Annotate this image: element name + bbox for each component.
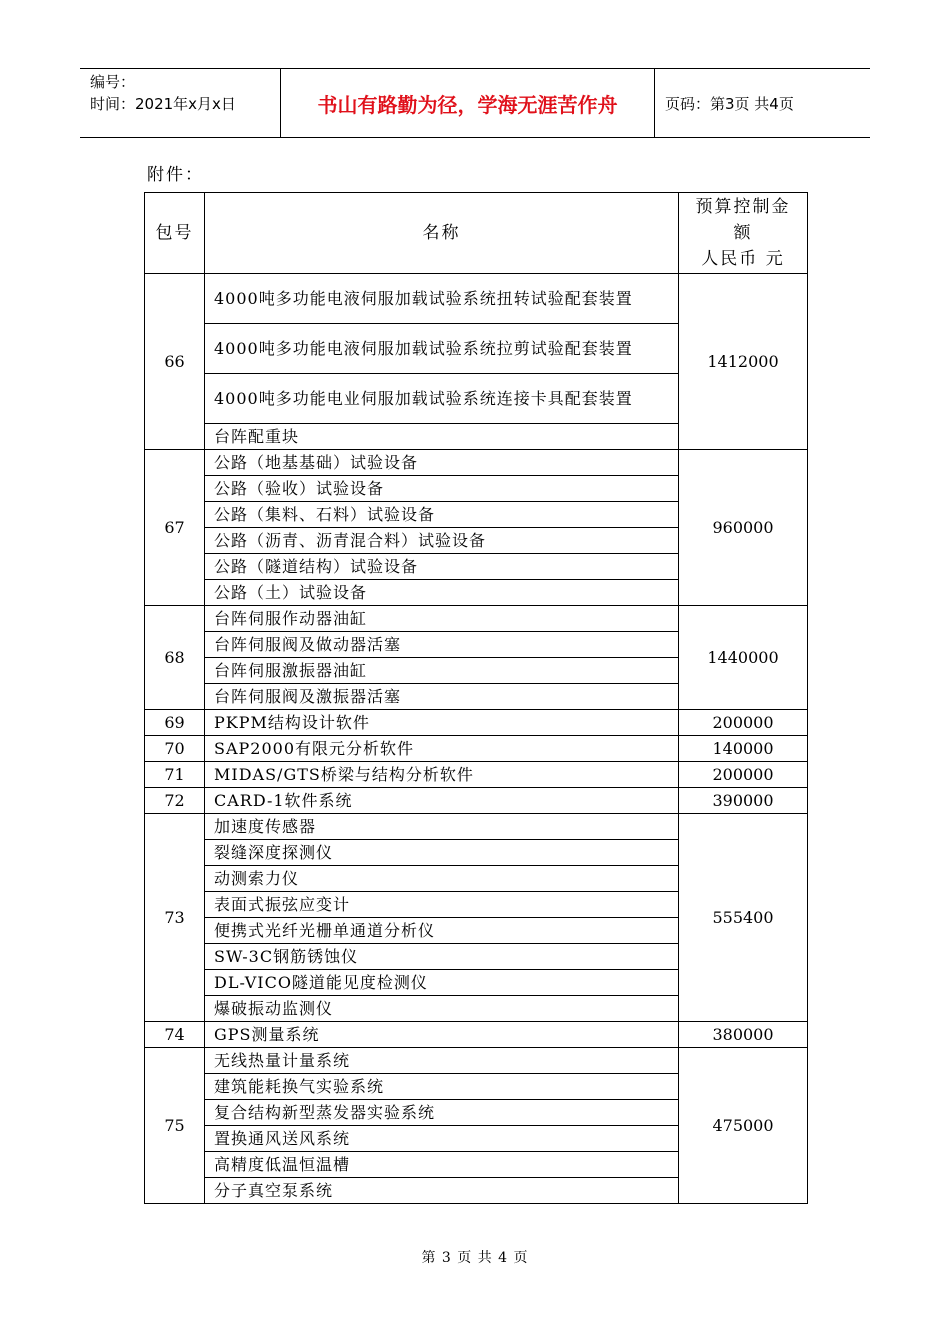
- item-name: 加速度传感器: [205, 814, 679, 840]
- attachment-label: 附件：: [147, 165, 204, 185]
- item-name: 台阵伺服阀及做动器活塞: [205, 632, 679, 658]
- item-name: 台阵配重块: [205, 424, 679, 450]
- package-number: 74: [145, 1022, 205, 1048]
- item-name: 公路（沥青、沥青混合料）试验设备: [205, 528, 679, 554]
- budget-amount: 140000: [679, 736, 808, 762]
- item-name: 分子真空泵系统: [205, 1178, 679, 1204]
- header-name: 名称: [205, 193, 679, 274]
- package-number: 73: [145, 814, 205, 1022]
- header-page-info: 页码：第3页 共4页: [665, 94, 794, 113]
- item-name: 公路（集料、石料）试验设备: [205, 502, 679, 528]
- item-name: 公路（土）试验设备: [205, 580, 679, 606]
- budget-amount: 1440000: [679, 606, 808, 710]
- table-row: [145, 274, 808, 324]
- package-number: 71: [145, 762, 205, 788]
- item-name: MIDAS/GTS桥梁与结构分析软件: [205, 762, 679, 788]
- item-name: 4000吨多功能电液伺服加载试验系统拉剪试验配套装置: [205, 324, 679, 374]
- item-name: 复合结构新型蒸发器实验系统: [205, 1100, 679, 1126]
- header-motto: 书山有路勤为径，学海无涯苦作舟: [281, 69, 655, 137]
- time-label: 时间：2021年x月x日: [90, 95, 236, 113]
- table-row: [145, 710, 808, 736]
- item-name: 建筑能耗换气实验系统: [205, 1074, 679, 1100]
- item-name: 高精度低温恒温槽: [205, 1152, 679, 1178]
- budget-amount: 390000: [679, 788, 808, 814]
- table-body: [145, 274, 808, 1204]
- budget-amount: 1412000: [679, 274, 808, 450]
- table-row: [145, 450, 808, 476]
- package-number: 70: [145, 736, 205, 762]
- header-pkg: 包号: [145, 193, 205, 274]
- package-number: 69: [145, 710, 205, 736]
- item-name: 台阵伺服激振器油缸: [205, 658, 679, 684]
- package-number: 75: [145, 1048, 205, 1204]
- header-budget: [679, 193, 808, 274]
- table-row: [145, 1048, 808, 1074]
- package-number: 67: [145, 450, 205, 606]
- table-row: [145, 736, 808, 762]
- table-row: [145, 762, 808, 788]
- table-row: [145, 1022, 808, 1048]
- item-name: 台阵伺服阀及激振器活塞: [205, 684, 679, 710]
- item-name: 裂缝深度探测仪: [205, 840, 679, 866]
- item-name: 爆破振动监测仪: [205, 996, 679, 1022]
- number-label: 编号：: [90, 73, 136, 91]
- budget-amount: 200000: [679, 762, 808, 788]
- item-name: SAP2000有限元分析软件: [205, 736, 679, 762]
- item-name: 公路（地基基础）试验设备: [205, 450, 679, 476]
- item-name: SW-3C钢筋锈蚀仪: [205, 944, 679, 970]
- item-name: PKPM结构设计软件: [205, 710, 679, 736]
- item-name: GPS测量系统: [205, 1022, 679, 1048]
- item-name: 公路（验收）试验设备: [205, 476, 679, 502]
- page-header: [80, 68, 870, 138]
- item-name: 无线热量计量系统: [205, 1048, 679, 1074]
- package-number: 72: [145, 788, 205, 814]
- table-header-row: [145, 193, 808, 274]
- budget-table: [144, 192, 808, 1204]
- header-budget-line1: 预算控制金: [695, 197, 791, 217]
- budget-amount: 555400: [679, 814, 808, 1022]
- item-name: 动测索力仪: [205, 866, 679, 892]
- item-name: 置换通风送风系统: [205, 1126, 679, 1152]
- item-name: 台阵伺服作动器油缸: [205, 606, 679, 632]
- header-budget-line3: 人民币 元: [701, 249, 785, 269]
- page-footer: 第 3 页 共 4 页: [421, 1250, 529, 1266]
- table-row: [145, 814, 808, 840]
- package-number: 68: [145, 606, 205, 710]
- package-number: 66: [145, 274, 205, 450]
- item-name: CARD-1软件系统: [205, 788, 679, 814]
- item-name: DL-VICO隧道能见度检测仪: [205, 970, 679, 996]
- table-row: [145, 788, 808, 814]
- budget-amount: 200000: [679, 710, 808, 736]
- item-name: 4000吨多功能电液伺服加载试验系统扭转试验配套装置: [205, 274, 679, 324]
- header-budget-line2: 额: [733, 223, 753, 243]
- item-name: 公路（隧道结构）试验设备: [205, 554, 679, 580]
- header-meta: [80, 69, 281, 137]
- budget-amount: 475000: [679, 1048, 808, 1204]
- budget-amount: 960000: [679, 450, 808, 606]
- budget-amount: 380000: [679, 1022, 808, 1048]
- item-name: 便携式光纤光栅单通道分析仪: [205, 918, 679, 944]
- item-name: 4000吨多功能电业伺服加载试验系统连接卡具配套装置: [205, 374, 679, 424]
- table-row: [145, 606, 808, 632]
- item-name: 表面式振弦应变计: [205, 892, 679, 918]
